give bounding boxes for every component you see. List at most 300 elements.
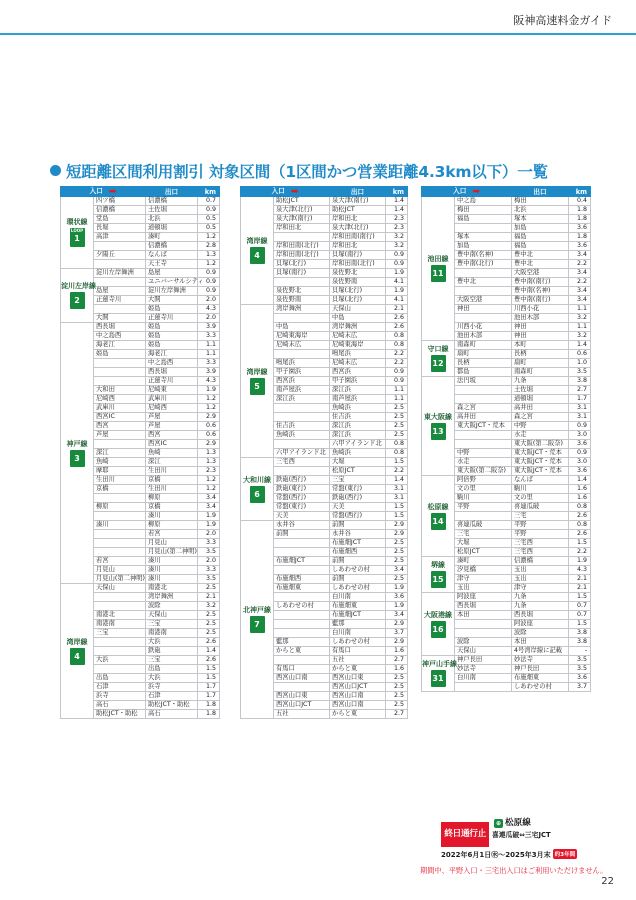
exit-cell: 南森町	[512, 368, 569, 377]
route-label	[61, 197, 94, 269]
entrance-cell: 湾岸舞洲	[274, 305, 330, 314]
entrance-cell: 阿波座	[455, 593, 512, 602]
route-name: 大阪港線	[424, 610, 452, 619]
km-cell: 0.9	[386, 251, 408, 260]
km-cell: 1.9	[386, 602, 408, 611]
entrance-cell: 三宅	[455, 530, 512, 539]
exit-cell: 西宮山口JCT	[330, 683, 386, 692]
exit-cell: 湊川	[146, 557, 198, 566]
exit-cell: 神田	[512, 332, 569, 341]
route-label	[422, 377, 455, 476]
loop-label: LOOP	[70, 228, 84, 233]
entrance-cell: 豊中南(北行)	[455, 260, 512, 269]
table-row	[61, 269, 220, 278]
route-name: 湾岸線	[66, 637, 88, 646]
route-number-icon	[431, 265, 446, 282]
entrance-cell: 深江	[94, 449, 146, 458]
km-cell: 1.4	[386, 197, 408, 206]
entrance-cell: 魚崎浜	[274, 431, 330, 440]
exit-cell: 湾岸舞洲	[330, 323, 386, 332]
closure-duration: 約3年間	[553, 849, 578, 859]
entrance-cell: 生田川	[94, 476, 146, 485]
guide-title: 阪神高速料金ガイド	[513, 14, 612, 27]
km-cell: 2.5	[198, 620, 220, 629]
entrance-cell: 四ツ橋	[94, 197, 146, 206]
entrance-cell: 扇町	[455, 350, 512, 359]
km-cell: 3.4	[386, 566, 408, 575]
exit-cell: 姫島	[146, 305, 198, 314]
entrance-cell: 姫島	[94, 350, 146, 359]
km-cell: 2.0	[198, 296, 220, 305]
entrance-cell: 南港南	[94, 620, 146, 629]
route-label	[241, 521, 274, 719]
exit-cell: 天保山	[330, 305, 386, 314]
entrance-cell	[455, 224, 512, 233]
entrance-cell	[94, 665, 146, 674]
entrance-cell: 助松JCT	[274, 197, 330, 206]
km-cell: 3.8	[569, 638, 591, 647]
km-cell: 3.5	[198, 575, 220, 584]
entrance-cell: 五社	[274, 710, 330, 719]
entrance-cell: 若宮	[94, 557, 146, 566]
exit-cell: 波除	[512, 629, 569, 638]
km-cell: 2.0	[198, 314, 220, 323]
entrance-cell: 三宝	[94, 629, 146, 638]
exit-cell: 魚崎浜	[330, 404, 386, 413]
entrance-cell: 摩耶	[94, 467, 146, 476]
entrance-cell: 南芦屋浜	[274, 386, 330, 395]
exit-cell: 喜連瓜破	[512, 503, 569, 512]
exit-cell: 京橋	[146, 503, 198, 512]
km-cell: 0.6	[198, 422, 220, 431]
exit-cell: 布施畑東	[512, 674, 569, 683]
km-cell: 3.6	[569, 440, 591, 449]
km-cell: 1.0	[569, 359, 591, 368]
exit-cell: 岸和田南(北行)	[330, 260, 386, 269]
exit-cell: 大浜	[146, 674, 198, 683]
exit-cell: 布施畑西	[330, 548, 386, 557]
entrance-cell: 泉大津(南行)	[274, 215, 330, 224]
entrance-cell: 有馬口	[274, 665, 330, 674]
km-cell: 1.1	[198, 350, 220, 359]
exit-cell: 高井田	[512, 404, 569, 413]
exit-cell: 泉佐野北	[330, 269, 386, 278]
exit-cell: ユニバーサルシティ	[146, 278, 198, 287]
page-header	[0, 0, 636, 58]
entrance-cell: 玉出	[455, 584, 512, 593]
table-header	[61, 187, 220, 197]
km-cell: 2.5	[386, 422, 408, 431]
exit-cell: 貝塚(北行)	[330, 296, 386, 305]
entrance-cell: からと東	[274, 647, 330, 656]
table-row	[422, 197, 591, 206]
entrance-cell	[274, 314, 330, 323]
route-name: 神戸線	[66, 439, 88, 448]
route-number-icon	[431, 513, 446, 530]
entrance-cell	[455, 269, 512, 278]
km-cell: 1.4	[198, 647, 220, 656]
entrance-cell	[274, 539, 330, 548]
exit-cell: 東大阪JCT・荒本	[512, 458, 569, 467]
exit-cell: 平野	[512, 530, 569, 539]
km-cell: 0.8	[386, 341, 408, 350]
exit-cell: 西宮浜	[330, 368, 386, 377]
exit-cell: 生田川	[146, 485, 198, 494]
table-header	[422, 187, 591, 197]
km-cell: 2.5	[386, 431, 408, 440]
table-row	[241, 521, 408, 530]
exit-cell: 姫島	[146, 332, 198, 341]
entrance-cell: 天保山	[455, 647, 512, 656]
route-number: 5	[254, 381, 260, 391]
exit-cell: 芦屋	[146, 413, 198, 422]
km-cell: 2.5	[386, 557, 408, 566]
entrance-cell: 津守	[455, 575, 512, 584]
exit-cell: 九条	[512, 593, 569, 602]
entrance-cell	[455, 512, 512, 521]
entrance-cell: 東大阪JCT・荒本	[455, 422, 512, 431]
km-cell: 1.5	[569, 593, 591, 602]
exit-cell: 湊川	[146, 566, 198, 575]
exit-cell: 中野	[512, 422, 569, 431]
exit-cell: 助松JCT・助松	[146, 701, 198, 710]
arrow-right-icon: ➡	[290, 187, 299, 197]
exit-cell: 玉出	[512, 566, 569, 575]
table-row	[422, 557, 591, 566]
exit-cell: 泉大津(南行)	[330, 197, 386, 206]
exit-cell: 南芦屋浜	[330, 395, 386, 404]
entrance-cell: 深江浜	[274, 395, 330, 404]
entrance-cell	[455, 395, 512, 404]
closure-section: 喜連瓜破⇔三宅JCT	[492, 831, 551, 839]
exit-cell: 道頓堀	[512, 395, 569, 404]
arrow-right-icon: ➡	[108, 187, 117, 197]
km-cell: 2.1	[198, 593, 220, 602]
table-row	[61, 323, 220, 332]
exit-cell: 若宮	[146, 530, 198, 539]
entrance-cell	[274, 611, 330, 620]
exit-cell: 白川南	[330, 629, 386, 638]
km-cell: 2.6	[198, 656, 220, 665]
entrance-cell: 西宮山口JCT	[274, 701, 330, 710]
km-cell: 1.1	[198, 341, 220, 350]
exit-cell: 西長堀	[146, 368, 198, 377]
km-cell: 2.1	[386, 305, 408, 314]
km-cell: 0.5	[198, 224, 220, 233]
exit-cell: 南港北	[146, 584, 198, 593]
page-number: 22	[601, 876, 614, 887]
exit-cell: 尼崎末広	[330, 332, 386, 341]
entrance-cell: 文の里	[455, 485, 512, 494]
km-cell: 3.2	[386, 242, 408, 251]
entrance-cell: 西宮IC	[94, 413, 146, 422]
km-cell: 3.4	[569, 269, 591, 278]
route-label	[422, 557, 455, 593]
km-cell: 1.1	[386, 395, 408, 404]
exit-cell: 武庫川	[146, 395, 198, 404]
route-name: 湾岸線	[246, 237, 268, 245]
km-cell: 1.4	[569, 341, 591, 350]
km-cell: 0.7	[569, 611, 591, 620]
km-cell: 1.5	[386, 458, 408, 467]
route-number: 2	[74, 296, 80, 305]
exit-cell: しあわせの村	[330, 566, 386, 575]
exit-cell: 魚崎浜	[330, 449, 386, 458]
km-cell: 2.2	[386, 359, 408, 368]
entrance-cell	[455, 440, 512, 449]
entrance-cell: 尼崎西	[94, 395, 146, 404]
exit-cell: 布施畑東	[330, 602, 386, 611]
exit-cell: 尼崎西	[146, 404, 198, 413]
entrance-cell	[94, 548, 146, 557]
entrance-cell	[94, 647, 146, 656]
km-cell: 0.6	[569, 350, 591, 359]
exit-cell: 布施畑JCT	[330, 611, 386, 620]
entrance-cell: 豊中北	[455, 278, 512, 287]
km-cell: 0.9	[386, 377, 408, 386]
entrance-cell: 大浜	[94, 656, 146, 665]
km-cell: 1.7	[198, 692, 220, 701]
route-number-icon	[70, 450, 85, 467]
entrance-cell: 中之島	[455, 197, 512, 206]
route-name: 池田線	[427, 255, 449, 263]
exit-cell: 豊中北	[512, 251, 569, 260]
km-cell: 1.8	[198, 701, 220, 710]
exit-cell: 深江	[146, 458, 198, 467]
route-label	[241, 197, 274, 305]
exit-cell: 尼崎東海岸	[330, 341, 386, 350]
km-cell: 2.9	[386, 530, 408, 539]
exit-cell: 阿波座	[512, 620, 569, 629]
km-cell: 1.1	[569, 323, 591, 332]
km-cell: 1.4	[386, 476, 408, 485]
km-cell: 2.5	[198, 584, 220, 593]
entrance-cell: 泉佐野南	[274, 296, 330, 305]
exit-cell: 常盤(西行)	[330, 512, 386, 521]
entrance-cell: 岸和田南(北行)	[274, 251, 330, 260]
km-cell: 1.8	[569, 233, 591, 242]
table-header	[241, 187, 408, 197]
entrance-cell: 西宮浜	[274, 377, 330, 386]
closure-date-range: 2022年6月1日㊌～2025年3月末	[441, 851, 551, 859]
exit-cell: 湊川	[146, 575, 198, 584]
exit-cell: からと東	[330, 665, 386, 674]
km-cell: 2.5	[386, 683, 408, 692]
km-cell: 2.5	[386, 404, 408, 413]
exit-cell: 松原JCT	[330, 467, 386, 476]
exit-cell: 中島	[330, 314, 386, 323]
entrance-cell: 白川南	[455, 674, 512, 683]
km-cell: 1.3	[198, 251, 220, 260]
km-cell: 1.1	[386, 386, 408, 395]
entrance-cell: 神戸長田	[455, 656, 512, 665]
route-label	[422, 593, 455, 656]
entrance-cell: 本田	[455, 611, 512, 620]
km-cell: 3.6	[386, 593, 408, 602]
header-km: km	[386, 187, 408, 197]
km-cell: 4.3	[198, 377, 220, 386]
exit-cell: 神田	[512, 323, 569, 332]
km-cell: 1.7	[198, 683, 220, 692]
header-km: km	[569, 187, 591, 197]
km-cell: 3.5	[569, 665, 591, 674]
route-name: 大和川線	[243, 475, 271, 484]
exit-cell: 塚本	[512, 215, 569, 224]
km-cell: 3.4	[569, 251, 591, 260]
km-cell: 2.5	[386, 548, 408, 557]
entrance-cell: 貝塚(南行)	[274, 269, 330, 278]
entrance-cell	[455, 386, 512, 395]
route-number: 13	[432, 426, 444, 436]
entrance-cell	[274, 404, 330, 413]
km-cell: 3.1	[569, 413, 591, 422]
exit-cell: 尼崎東	[146, 386, 198, 395]
route-label	[61, 584, 94, 719]
km-cell: 1.9	[198, 512, 220, 521]
km-cell: 0.7	[198, 197, 220, 206]
exit-cell: しあわせの村	[512, 683, 569, 692]
exit-cell: 駒川	[512, 485, 569, 494]
entrance-cell: 尼崎末広	[274, 341, 330, 350]
entrance-cell: 塚本	[455, 233, 512, 242]
exit-cell: 西宮山口東	[330, 674, 386, 683]
exit-cell: 湾岸舞洲	[146, 593, 198, 602]
exit-cell: 土佐堀	[512, 386, 569, 395]
entrance-cell: 法円坂	[455, 377, 512, 386]
entrance-cell: 高津	[94, 233, 146, 242]
exit-cell: 西宮IC	[146, 440, 198, 449]
exit-cell: 生田川	[146, 467, 198, 476]
exit-cell: 西宮山口南	[330, 692, 386, 701]
entrance-cell: 魚崎	[94, 458, 146, 467]
km-cell: 2.6	[569, 512, 591, 521]
entrance-cell: 池田木部	[455, 332, 512, 341]
km-cell: 3.5	[198, 548, 220, 557]
entrance-cell: 月見山(第二神明)	[94, 575, 146, 584]
km-cell: 2.3	[386, 224, 408, 233]
entrance-cell: 堂島	[94, 215, 146, 224]
entrance-cell: 常盤(西行)	[274, 494, 330, 503]
km-cell: 3.9	[198, 323, 220, 332]
entrance-cell: 永井谷	[274, 521, 330, 530]
page-title-text: 短距離区間利用割引 対象区間（1区間かつ営業距離4.3km以下）一覧	[66, 163, 548, 181]
exit-cell: 平野	[512, 521, 569, 530]
route-number-icon	[250, 378, 265, 395]
km-cell: 0.5	[198, 215, 220, 224]
exit-cell: 津守	[512, 584, 569, 593]
entrance-cell: 鉄砲(東行)	[274, 485, 330, 494]
exit-cell: 天保山	[146, 611, 198, 620]
entrance-cell: 長堀	[94, 224, 146, 233]
entrance-cell: 六甲アイランド北	[274, 449, 330, 458]
km-cell: 2.9	[386, 638, 408, 647]
km-cell: 1.2	[198, 260, 220, 269]
exit-cell: 豊中南(南行)	[512, 278, 569, 287]
route-number-icon	[431, 621, 446, 638]
entrance-cell: 西宮山口南	[274, 674, 330, 683]
page-title	[50, 160, 548, 182]
exit-cell: しあわせの村	[330, 638, 386, 647]
exit-cell: 京橋	[146, 476, 198, 485]
exit-cell: 月見山(第二神明)	[146, 548, 198, 557]
route-number: 3	[74, 453, 80, 463]
km-cell: 4.1	[386, 278, 408, 287]
entrance-cell: 西長堀	[94, 323, 146, 332]
exit-cell: 出島	[146, 665, 198, 674]
exit-cell: なんば	[512, 476, 569, 485]
entrance-cell: 南港北	[94, 611, 146, 620]
exit-cell: 西長堀	[512, 611, 569, 620]
exit-cell: 長柄	[512, 350, 569, 359]
entrance-cell	[274, 683, 330, 692]
route-name: 堺線	[431, 561, 445, 569]
exit-cell: 三宅西	[512, 548, 569, 557]
exit-cell: 福島	[512, 233, 569, 242]
entrance-cell	[274, 656, 330, 665]
entrance-cell: 高石	[94, 701, 146, 710]
entrance-cell: 喜連瓜破	[455, 521, 512, 530]
exit-cell: 高石	[146, 710, 198, 719]
km-cell: 1.2	[198, 476, 220, 485]
km-cell: 1.4	[569, 476, 591, 485]
km-cell: 0.9	[386, 260, 408, 269]
km-cell: 2.3	[386, 215, 408, 224]
km-cell: 2.9	[198, 440, 220, 449]
entrance-cell: 島屋	[94, 287, 146, 296]
exit-cell: 深江浜	[330, 431, 386, 440]
exit-cell: 加島	[512, 224, 569, 233]
entrance-cell	[274, 593, 330, 602]
entrance-cell: 岸和田南(北行)	[274, 242, 330, 251]
km-cell: 2.6	[569, 530, 591, 539]
km-cell: 3.0	[569, 458, 591, 467]
km-cell: 0.8	[386, 440, 408, 449]
km-cell: 2.9	[386, 620, 408, 629]
bullet-icon	[50, 165, 61, 176]
entrance-cell: 東大阪(第二阪奈)	[455, 467, 512, 476]
exit-cell: 正蓮寺川	[146, 314, 198, 323]
exit-cell: 貝塚(北行)	[330, 287, 386, 296]
exit-cell: 湊町	[146, 233, 198, 242]
exit-cell: 鉄砲	[146, 647, 198, 656]
km-cell: 1.8	[569, 206, 591, 215]
exit-cell: 石津	[146, 692, 198, 701]
route-label	[422, 476, 455, 557]
exit-cell: 西宮	[146, 431, 198, 440]
entrance-cell: 武庫川	[94, 404, 146, 413]
exit-cell: 六甲アイランド北	[330, 440, 386, 449]
km-cell: 2.9	[198, 413, 220, 422]
exit-cell: 信濃橋	[146, 242, 198, 251]
entrance-cell: 甲子園浜	[274, 368, 330, 377]
km-cell: 3.1	[386, 494, 408, 503]
km-cell: 2.0	[198, 530, 220, 539]
route-number-icon	[431, 423, 446, 440]
km-cell: 1.9	[198, 521, 220, 530]
km-cell: 2.6	[386, 323, 408, 332]
exit-cell: 東大阪JCT・荒本	[512, 467, 569, 476]
route-number: 6	[254, 489, 260, 499]
entrance-cell: 岸和田北	[274, 224, 330, 233]
entrance-cell: 中野	[455, 449, 512, 458]
exit-cell: 泉佐野南	[330, 278, 386, 287]
entrance-cell	[274, 440, 330, 449]
table-row	[422, 656, 591, 665]
km-cell: 1.4	[386, 206, 408, 215]
km-cell: 0.9	[386, 368, 408, 377]
exit-cell: 岸和田北	[330, 215, 386, 224]
km-cell: 1.8	[198, 710, 220, 719]
